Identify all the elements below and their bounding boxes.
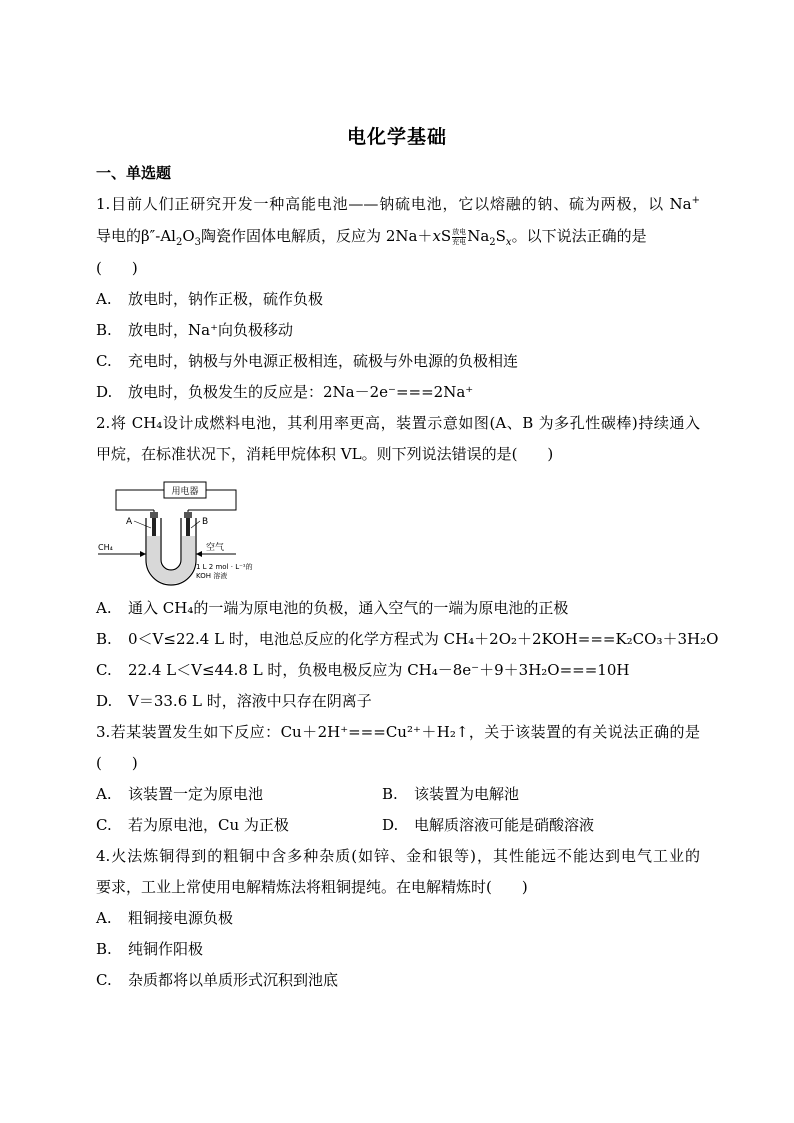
q1-option-d: D. 放电时，负极发生的反应是：2Na－2e⁻===2Na⁺ xyxy=(96,383,474,401)
q3-line2: ( ) xyxy=(96,754,138,772)
q1-option-a: A. 放电时，钠作正极，硫作负极 xyxy=(96,290,324,308)
label-b: B xyxy=(202,517,209,527)
q4-line1: 4.火法炼铜得到的粗铜中含多种杂质(如锌、金和银等)，其性能远不能达到电气工业的 xyxy=(96,847,700,865)
q2-option-d: D. V＝33.6 L 时，溶液中只存在阴离子 xyxy=(96,692,372,710)
section-heading: 一、单选题 xyxy=(96,164,172,182)
device-label: 用电器 xyxy=(171,487,199,497)
label-a: A xyxy=(126,517,133,527)
q1-line1: 1.目前人们正研究开发一种高能电池——钠硫电池，它以熔融的钠、硫为两极，以 Na+ xyxy=(96,195,700,213)
q2-option-b: B. 0＜V≤22.4 L 时，电池总反应的化学方程式为 CH₄＋2O₂＋2KOH===K₂CO₃＋3H₂O xyxy=(96,630,719,648)
q3-option-d: D. 电解质溶液可能是硝酸溶液 xyxy=(382,816,595,834)
q3-line1: 3.若某装置发生如下反应：Cu＋2H⁺===Cu²⁺＋H₂↑，关于该装置的有关说法正确的是 xyxy=(96,723,700,741)
solution-label-2: KOH 溶液 xyxy=(196,572,228,580)
electrode-cap-a xyxy=(150,512,158,518)
solution-label-1: 1 L 2 mol · L⁻¹的 xyxy=(196,563,253,571)
q4-option-c: C. 杂质都将以单质形式沉积到池底 xyxy=(96,971,339,989)
q1-option-b: B. 放电时，Na⁺向负极移动 xyxy=(96,321,293,339)
q4-option-b: B. 纯铜作阳极 xyxy=(96,940,204,958)
q2-option-c: C. 22.4 L＜V≤44.8 L 时，负极电极反应为 CH₄－8e⁻＋9＋3H₂O===10H xyxy=(96,661,630,679)
q3-option-b: B. 该装置为电解池 xyxy=(382,785,520,803)
electrode-cap-b xyxy=(184,512,192,518)
q2-line1: 2.将 CH₄设计成燃料电池，其利用率更高，装置示意如图(A、B 为多孔性碳棒)持续通入 xyxy=(96,414,700,432)
ch4-label: CH₄ xyxy=(98,543,113,552)
q1-line3: ( ) xyxy=(96,259,138,277)
q2-line2: 甲烷，在标准状况下，消耗甲烷体积 VL。则下列说法错误的是( ) xyxy=(96,445,554,463)
page-title: 电化学基础 xyxy=(346,126,447,148)
q3-option-a: A. 该装置一定为原电池 xyxy=(96,785,264,803)
koh-solution xyxy=(147,536,195,584)
air-label: 空气 xyxy=(206,543,225,553)
fuel-cell-diagram xyxy=(96,474,266,586)
q1-option-c: C. 充电时，钠极与外电源正极相连，硫极与外电源的负极相连 xyxy=(96,352,519,370)
reaction-arrow: $\frac{\text{放电}}{\text{充电}}$ xyxy=(452,227,467,246)
q2-option-a: A. 通入 CH₄的一端为原电池的负极，通入空气的一端为原电池的正极 xyxy=(96,599,569,617)
q3-option-c: C. 若为原电池，Cu 为正极 xyxy=(96,816,289,834)
q4-line2: 要求，工业上常使用电解精炼法将粗铜提纯。在电解精炼时( ) xyxy=(96,878,528,896)
q4-option-a: A. 粗铜接电源负极 xyxy=(96,909,234,927)
q1-line2: 导电的$\beta''-Al_2O_3$陶瓷作固体电解质，反应为 2Na＋xS $\frac{\text{放电}}{\text{充电}}$ $Na_2S_x$。以下说法正确的是 xyxy=(96,227,647,248)
